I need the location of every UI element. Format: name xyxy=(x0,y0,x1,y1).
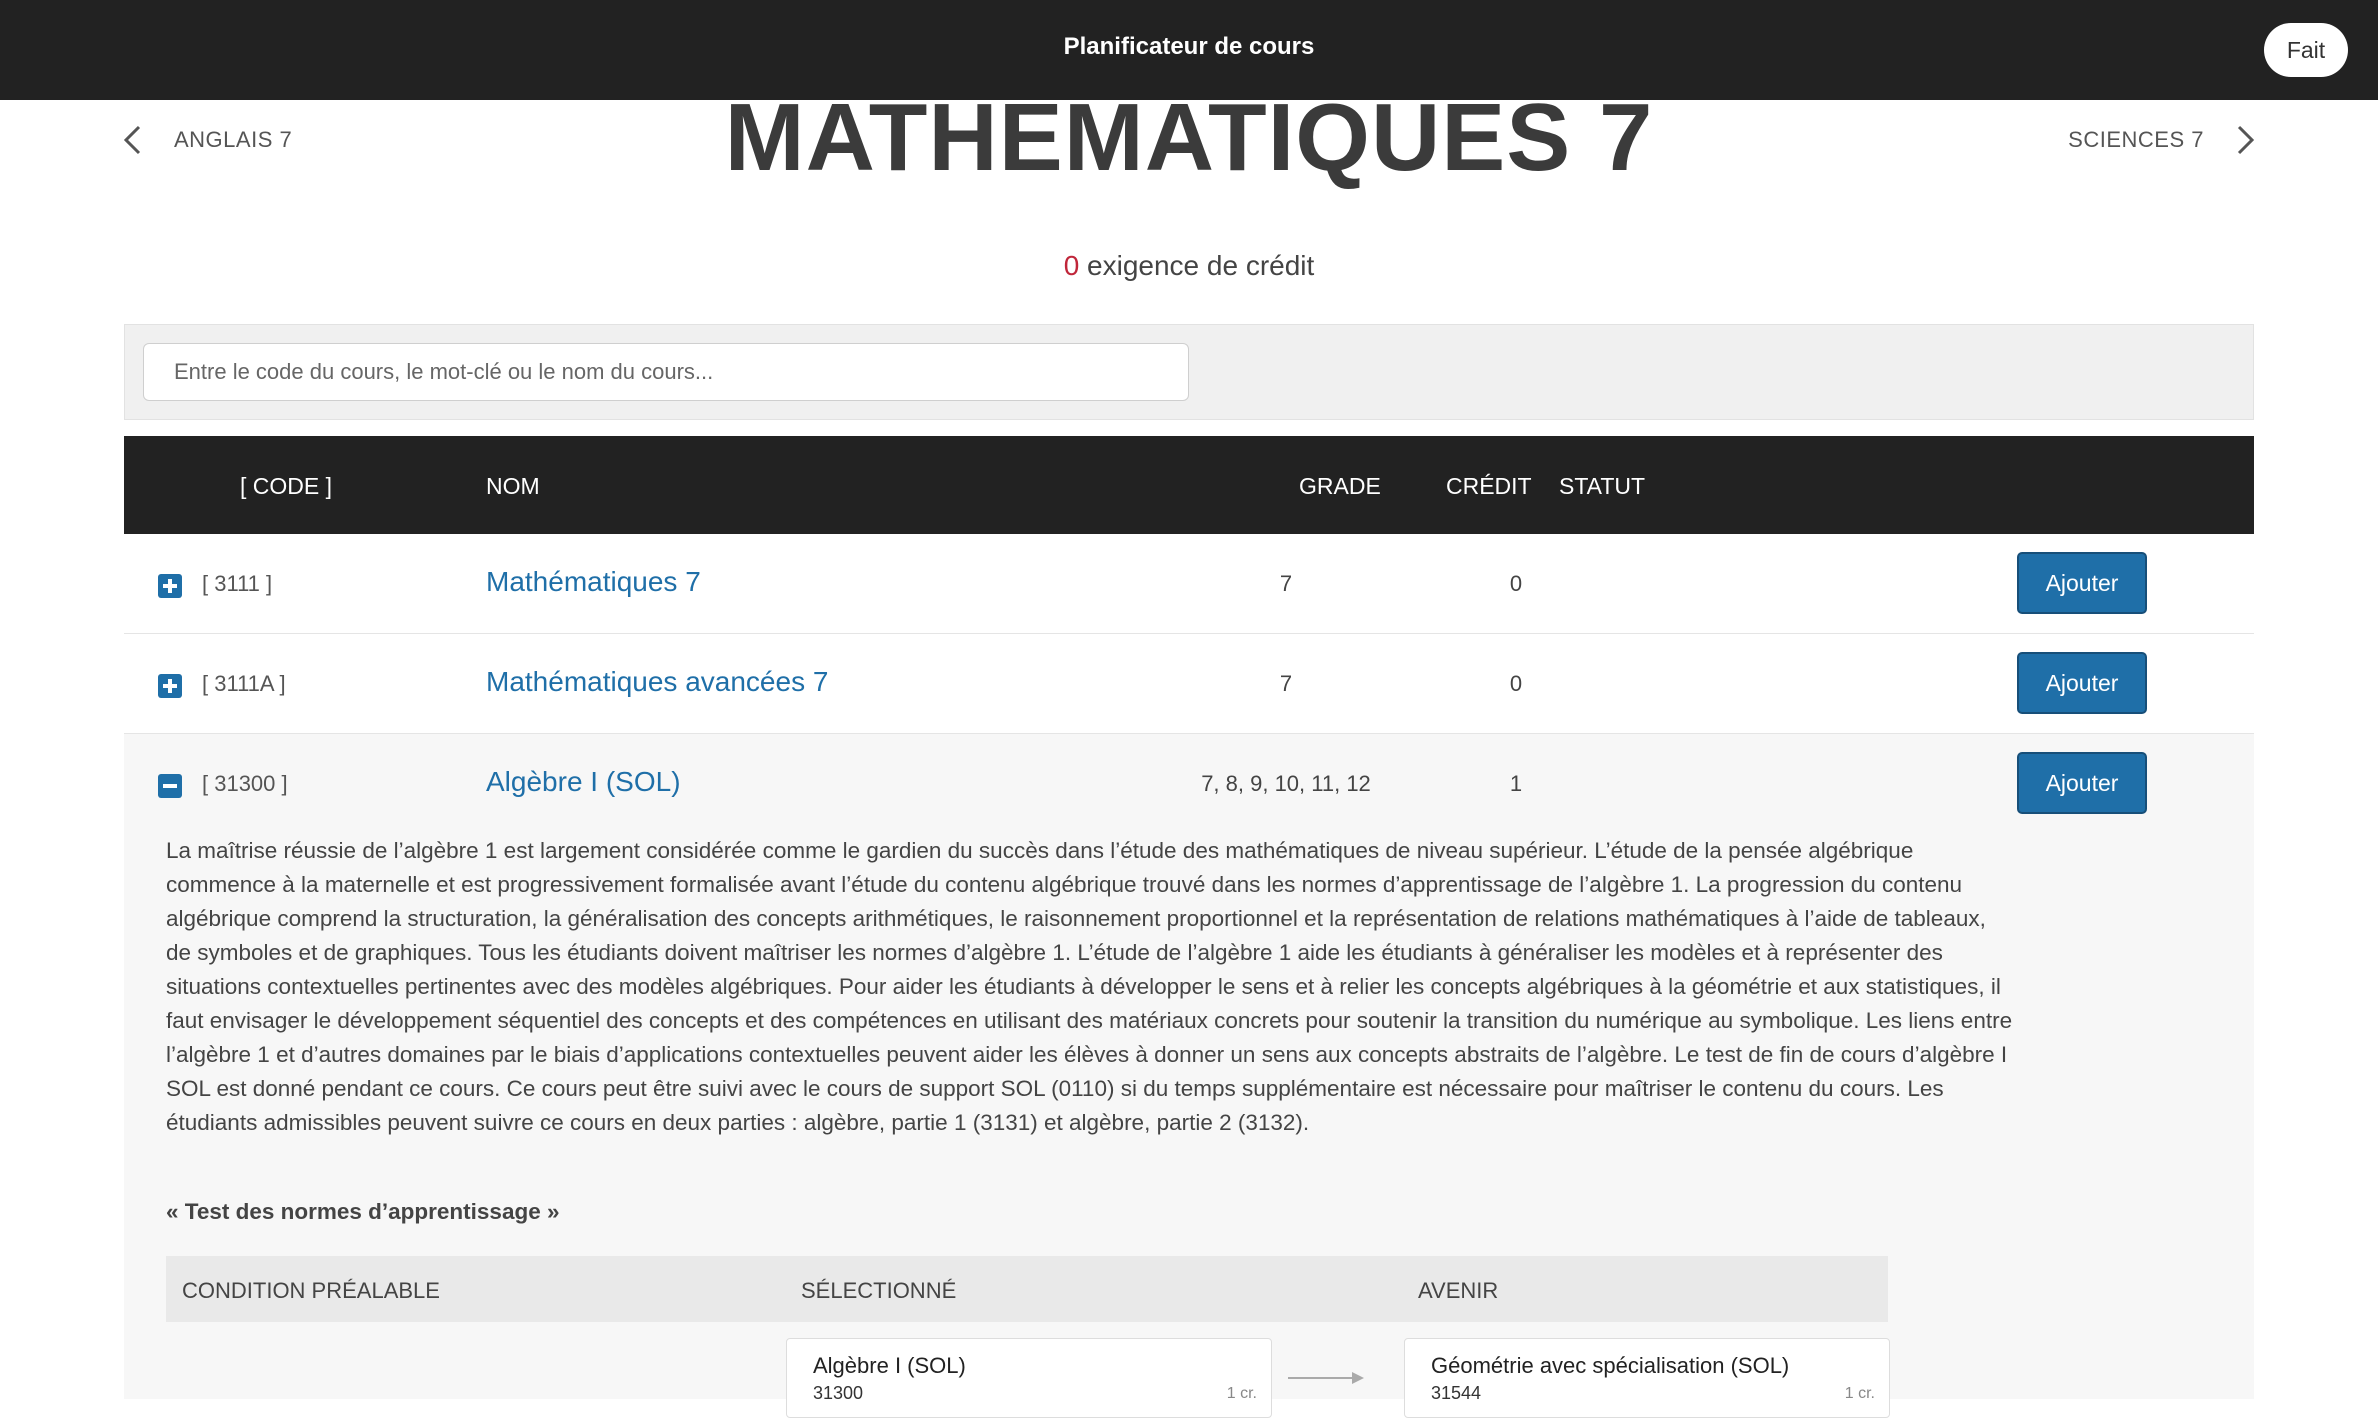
next-subject-label: SCIENCES 7 xyxy=(2068,127,2204,152)
prev-subject-label: ANGLAIS 7 xyxy=(174,127,293,152)
pathway-upcoming-header: AVENIR xyxy=(1418,1278,1499,1303)
table-row xyxy=(124,534,2254,634)
header-status: STATUT xyxy=(1559,473,1646,499)
header-name: NOM xyxy=(486,473,540,499)
done-button[interactable]: Fait xyxy=(2264,23,2348,77)
header-code: [ CODE ] xyxy=(240,473,333,499)
header-grade: GRADE xyxy=(1299,473,1381,499)
credit-requirement-value: 0 xyxy=(1063,250,1080,281)
add-course-button[interactable]: Ajouter xyxy=(2017,752,2147,814)
upcoming-course-credit: 1 cr. xyxy=(1844,1385,1875,1402)
course-code: [ 31300 ] xyxy=(202,771,288,796)
course-grade: 7, 8, 9, 10, 11, 12 xyxy=(1201,771,1371,796)
course-credit: 0 xyxy=(1509,671,1523,696)
course-credit: 1 xyxy=(1509,771,1523,796)
header-credit: CRÉDIT xyxy=(1446,473,1532,499)
upcoming-course-name: Géométrie avec spécialisation (SOL) xyxy=(1431,1353,1790,1378)
app-title: Planificateur de cours xyxy=(1063,33,1315,60)
add-course-button[interactable]: Ajouter xyxy=(2017,552,2147,614)
expand-icon[interactable] xyxy=(158,674,182,698)
expand-icon[interactable] xyxy=(158,574,182,598)
next-subject-link[interactable] xyxy=(2068,118,2256,162)
page-title: MATHEMATIQUES 7 xyxy=(724,84,1654,191)
course-name-link[interactable]: Algèbre I (SOL) xyxy=(486,766,681,797)
credit-requirement xyxy=(0,250,2378,282)
course-details xyxy=(124,834,2254,1403)
course-name-link[interactable]: Mathématiques avancées 7 xyxy=(486,666,829,697)
search-panel xyxy=(124,324,2254,420)
course-grade: 7 xyxy=(1279,571,1293,596)
course-name-link[interactable]: Mathématiques 7 xyxy=(486,566,701,597)
upcoming-course-card[interactable] xyxy=(1404,1338,1890,1418)
course-description: La maîtrise réussie de l’algèbre 1 est largement considérée comme le gardien du succès dans l’étude des mathématiques de niveau supérieur. L’étude de la pensée algébrique commence à la maternelle et est progressivement formalisée avant l’étude du contenu algébrique trouvé dans les normes d’apprentissage de l’algèbre 1. La progression du contenu algébrique comprend la structuration, la généralisation des concepts arithmétiques, le raisonnement proportionnel et la représentation de relations mathématiques à l’aide de tableaux, de symboles et de graphiques. Tous les étudiants doivent maîtriser les normes d’algèbre 1. L’étude de l’algèbre 1 aide les étudiants à généraliser les modèles et à représenter des situations contextuelles pertinentes avec des modèles algébriques. Pour aider les étudiants à développer le sens et à relier les concepts algébriques à la géométrie et aux statistiques, il faut envisager le développement séquentiel des concepts et des compétences en utilisant des matériaux concrets pour soutenir la transition du numérique au symbolique. Les liens entre l’algèbre 1 et d’autres domaines par le biais d’applications contextuelles peuvent aider les élèves à donner un sens aux concepts abstraits de l’algèbre. Le test de fin de cours d’algèbre I SOL est donné pendant ce cours. Ce cours peut être suivi avec le cours de support SOL (0110) si du temps supplémentaire est nécessaire pour maîtriser le contenu du cours. Les étudiants admissibles peuvent suivre ce cours en deux parties : algèbre, partie 1 (3131) et algèbre, partie 2 (3132). xyxy=(166,838,2013,1135)
chevron-right-icon xyxy=(2234,124,2256,156)
course-code: [ 3111 ] xyxy=(202,571,273,596)
table-row-expanded xyxy=(124,734,2254,834)
course-table-header xyxy=(124,436,2254,534)
course-pathway-header xyxy=(166,1256,1888,1322)
credit-requirement-label: exigence de crédit xyxy=(1087,250,1315,281)
add-course-button[interactable]: Ajouter xyxy=(2017,652,2147,714)
selected-course-credit: 1 cr. xyxy=(1226,1385,1257,1402)
course-code: [ 3111A ] xyxy=(202,671,286,696)
selected-course-name: Algèbre I (SOL) xyxy=(813,1353,966,1378)
course-credit: 0 xyxy=(1509,571,1523,596)
selected-course-code: 31300 xyxy=(813,1383,864,1403)
selected-course-card[interactable] xyxy=(786,1338,1272,1418)
table-row xyxy=(124,634,2254,734)
course-search-input[interactable] xyxy=(143,343,1189,401)
arrow-right-icon xyxy=(1286,1370,1366,1386)
pathway-prerequisite-header: CONDITION PRÉALABLE xyxy=(182,1278,440,1303)
standards-label: « Test des normes d’apprentissage » xyxy=(166,1199,560,1224)
pathway-selected-header: SÉLECTIONNÉ xyxy=(801,1278,957,1303)
upcoming-course-code: 31544 xyxy=(1431,1383,1482,1403)
collapse-icon[interactable] xyxy=(158,774,182,798)
course-grade: 7 xyxy=(1279,671,1293,696)
